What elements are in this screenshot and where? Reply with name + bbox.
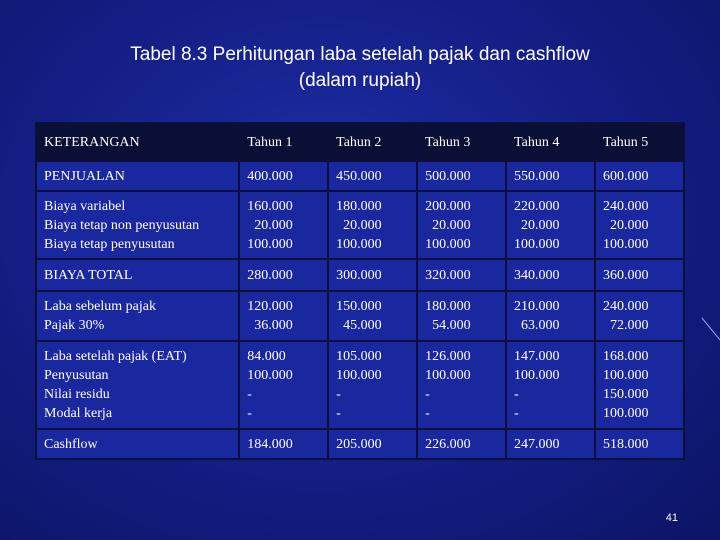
value-line: 100.000 (336, 368, 382, 383)
value-line: 147.000 (514, 349, 560, 364)
header-tahun-2: Tahun 2 (328, 123, 417, 161)
value-line: 280.000 (247, 267, 293, 283)
slide-title-line2: (dalam rupiah) (298, 70, 422, 91)
value-line: 400.000 (247, 168, 293, 184)
value-line: 150.000 (336, 299, 382, 314)
value-cell-tahun-5 (595, 191, 684, 259)
value-line: 360.000 (603, 267, 649, 283)
row-label (36, 191, 239, 259)
row-label (36, 259, 239, 291)
value-line: 20.000 (514, 217, 560, 233)
value-line: 600.000 (603, 168, 649, 184)
value-line: 54.000 (425, 318, 471, 333)
row-label-line: PENJUALAN (44, 168, 125, 184)
value-line: 340.000 (514, 267, 560, 283)
value-line: 200.000 (425, 198, 471, 214)
value-line: 100.000 (603, 368, 649, 383)
row-label-line: Biaya tetap non penyusutan (44, 217, 200, 233)
value-line: - (514, 387, 519, 402)
decorative-line (700, 316, 720, 346)
value-line: 247.000 (514, 436, 560, 452)
value-cell-tahun-5 (595, 259, 684, 291)
value-line: 100.000 (336, 236, 382, 252)
value-line: 168.000 (603, 349, 649, 364)
value-line: - (247, 387, 252, 402)
value-cell-tahun-1 (239, 191, 328, 259)
value-line: 45.000 (336, 318, 382, 333)
value-cell-tahun-2 (328, 429, 417, 459)
value-cell-tahun-5 (595, 429, 684, 459)
header-tahun-4: Tahun 4 (506, 123, 595, 161)
value-line: - (514, 406, 519, 421)
table-row (36, 161, 684, 191)
value-line: 20.000 (336, 217, 382, 233)
value-line: 100.000 (425, 368, 471, 383)
value-cell-tahun-2 (328, 259, 417, 291)
value-line: 205.000 (336, 436, 382, 452)
value-line: - (425, 387, 430, 402)
table-header-row (36, 123, 684, 161)
row-label-line: Cashflow (44, 436, 98, 452)
value-cell-tahun-5 (595, 341, 684, 429)
row-label (36, 341, 239, 429)
value-line: 20.000 (425, 217, 471, 233)
value-line: 160.000 (247, 198, 293, 214)
value-line: 126.000 (425, 349, 471, 364)
value-line: - (336, 387, 341, 402)
value-line: 36.000 (247, 318, 293, 333)
value-line: 63.000 (514, 318, 560, 333)
page-number: 41 (665, 512, 678, 524)
value-line: 100.000 (425, 236, 471, 252)
value-cell-tahun-3 (417, 341, 506, 429)
value-line: 226.000 (425, 436, 471, 452)
value-cell-tahun-1 (239, 161, 328, 191)
value-line: 100.000 (514, 236, 560, 252)
row-label (36, 429, 239, 459)
row-label-line: BIAYA TOTAL (44, 267, 133, 283)
value-cell-tahun-1 (239, 259, 328, 291)
value-cell-tahun-3 (417, 429, 506, 459)
value-line: 120.000 (247, 299, 293, 314)
value-cell-tahun-1 (239, 429, 328, 459)
cashflow-table-body (36, 123, 684, 459)
row-label-line: Penyusutan (44, 368, 109, 383)
value-line: 518.000 (603, 436, 649, 452)
value-line: 100.000 (603, 236, 649, 252)
value-cell-tahun-4 (506, 341, 595, 429)
value-line: 72.000 (603, 318, 649, 333)
value-cell-tahun-2 (328, 191, 417, 259)
value-line: 320.000 (425, 267, 471, 283)
value-line: 210.000 (514, 299, 560, 314)
row-label-line: Nilai residu (44, 387, 110, 402)
value-line: 105.000 (336, 349, 382, 364)
value-line: 180.000 (425, 299, 471, 314)
value-line: 240.000 (603, 198, 649, 214)
row-label (36, 291, 239, 341)
value-line: 20.000 (247, 217, 293, 233)
value-cell-tahun-4 (506, 259, 595, 291)
value-cell-tahun-3 (417, 191, 506, 259)
value-line: - (336, 406, 341, 421)
value-cell-tahun-5 (595, 161, 684, 191)
value-line: 100.000 (247, 236, 293, 252)
value-cell-tahun-1 (239, 341, 328, 429)
slide-title-line1: Tabel 8.3 Perhitungan laba setelah pajak dan cashflow (130, 44, 590, 65)
value-line: 100.000 (514, 368, 560, 383)
slide-title (0, 42, 720, 94)
value-line: 450.000 (336, 168, 382, 184)
value-cell-tahun-2 (328, 161, 417, 191)
value-line: 300.000 (336, 267, 382, 283)
row-label-line: Biaya variabel (44, 198, 126, 214)
value-cell-tahun-4 (506, 429, 595, 459)
row-label-line: Laba setelah pajak (EAT) (44, 349, 187, 364)
table-row (36, 291, 684, 341)
value-line: 240.000 (603, 299, 649, 314)
header-tahun-1: Tahun 1 (239, 123, 328, 161)
value-cell-tahun-3 (417, 161, 506, 191)
row-label-line: Biaya tetap penyusutan (44, 236, 175, 252)
value-cell-tahun-3 (417, 291, 506, 341)
value-cell-tahun-1 (239, 291, 328, 341)
value-line: 100.000 (603, 406, 649, 421)
header-keterangan: KETERANGAN (36, 123, 239, 161)
table-row (36, 429, 684, 459)
value-line: 84.000 (247, 349, 286, 364)
value-line: 500.000 (425, 168, 471, 184)
table-row (36, 191, 684, 259)
table-row (36, 341, 684, 429)
value-cell-tahun-2 (328, 291, 417, 341)
value-line: 184.000 (247, 436, 293, 452)
header-tahun-5: Tahun 5 (595, 123, 684, 161)
row-label-line: Pajak 30% (44, 318, 105, 333)
value-cell-tahun-3 (417, 259, 506, 291)
row-label-line: Laba sebelum pajak (44, 299, 156, 314)
value-line: 100.000 (247, 368, 293, 383)
value-line: - (247, 406, 252, 421)
value-cell-tahun-4 (506, 161, 595, 191)
value-line: 150.000 (603, 387, 649, 402)
value-cell-tahun-5 (595, 291, 684, 341)
header-tahun-3: Tahun 3 (417, 123, 506, 161)
value-cell-tahun-4 (506, 191, 595, 259)
value-line: 180.000 (336, 198, 382, 214)
value-line: - (425, 406, 430, 421)
value-cell-tahun-2 (328, 341, 417, 429)
value-cell-tahun-4 (506, 291, 595, 341)
cashflow-table (35, 122, 685, 460)
row-label-line: Modal kerja (44, 406, 113, 421)
value-line: 220.000 (514, 198, 560, 214)
row-label (36, 161, 239, 191)
table-row (36, 259, 684, 291)
value-line: 20.000 (603, 217, 649, 233)
value-line: 550.000 (514, 168, 560, 184)
